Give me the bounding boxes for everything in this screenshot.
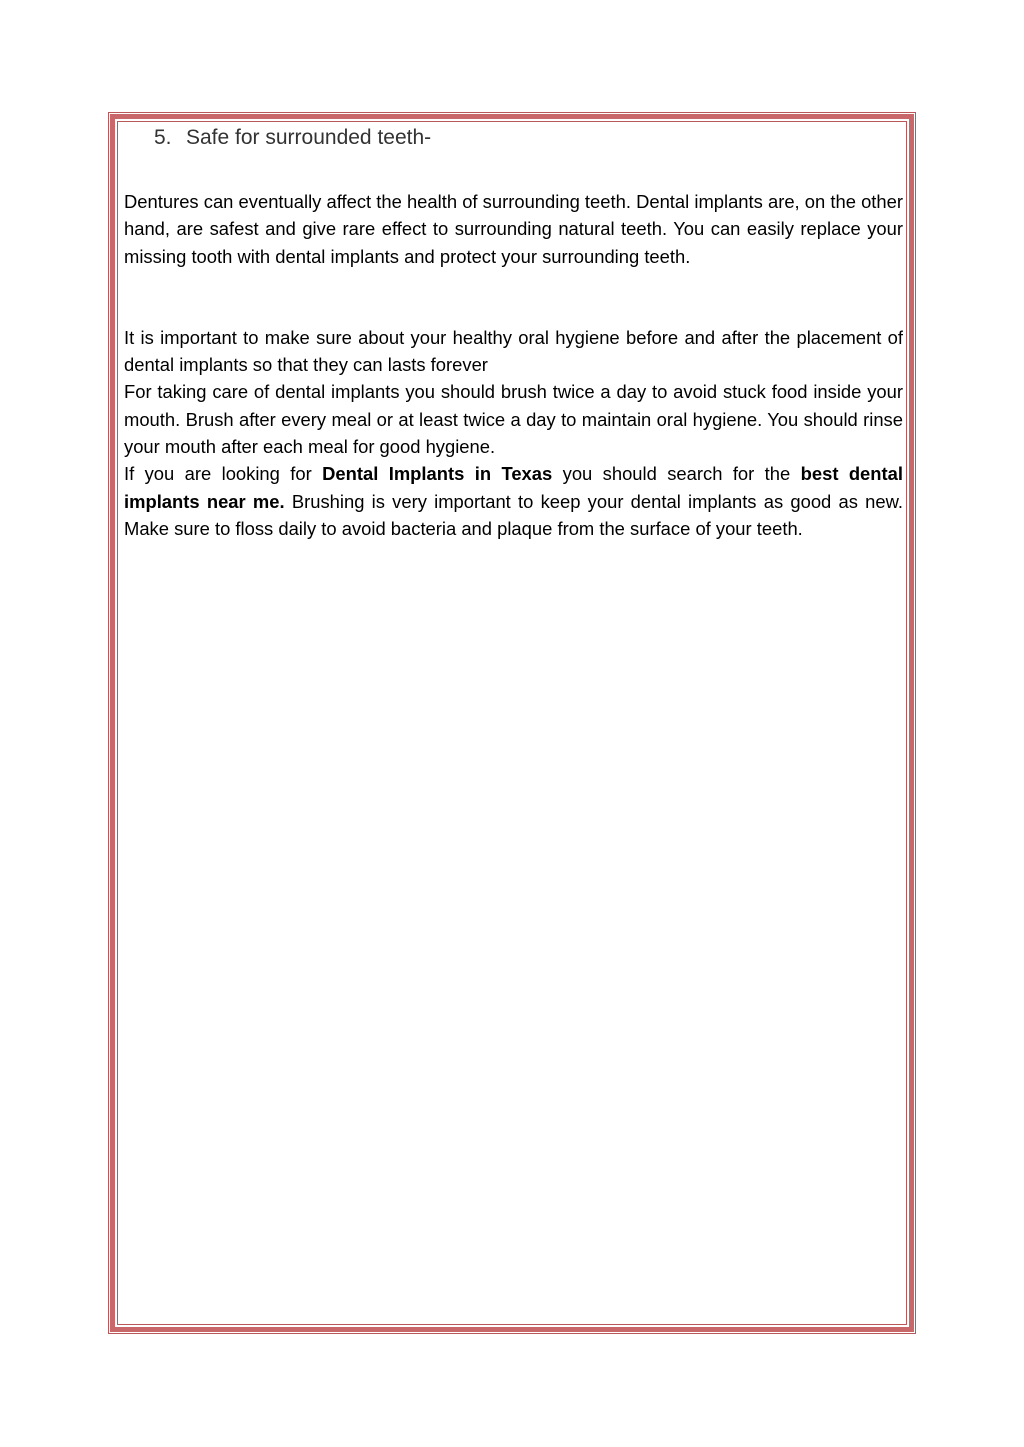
heading-text: Safe for surrounded teeth- <box>186 126 432 149</box>
paragraph-search <box>124 460 903 542</box>
search-text-1: If you are looking for <box>124 463 323 485</box>
list-number: 5. <box>154 126 172 149</box>
bold-best-dental-implants: best dental implants near me. <box>124 463 903 512</box>
section-heading <box>154 122 903 154</box>
search-text-2: you should search for the <box>552 463 801 485</box>
page-content <box>124 122 903 542</box>
paragraph-dentures: Dentures can eventually affect the health of surrounding teeth. Dental implants are, on the other hand, are safest and give rare effect to surrounding natural teeth. You can easily replace your missing tooth with dental implants and protect your surrounding teeth. <box>124 191 903 267</box>
paragraph-oral-hygiene: It is important to make sure about your healthy oral hygiene before and after the placement of dental implants so that they can lasts forever <box>124 326 903 376</box>
bold-dental-implants-texas: Dental Implants in Texas <box>322 463 553 485</box>
paragraph-care: For taking care of dental implants you should brush twice a day to avoid stuck food inside your mouth. Brush after every meal or at least twice a day to maintain oral hygiene. You should rinse your mouth after each meal for good hygiene. <box>124 381 903 458</box>
search-text-3: Brushing is very important to keep your dental implants as good as new. Make sure to floss daily to avoid bacteria and plaque from the surface of your teeth. <box>124 490 903 539</box>
